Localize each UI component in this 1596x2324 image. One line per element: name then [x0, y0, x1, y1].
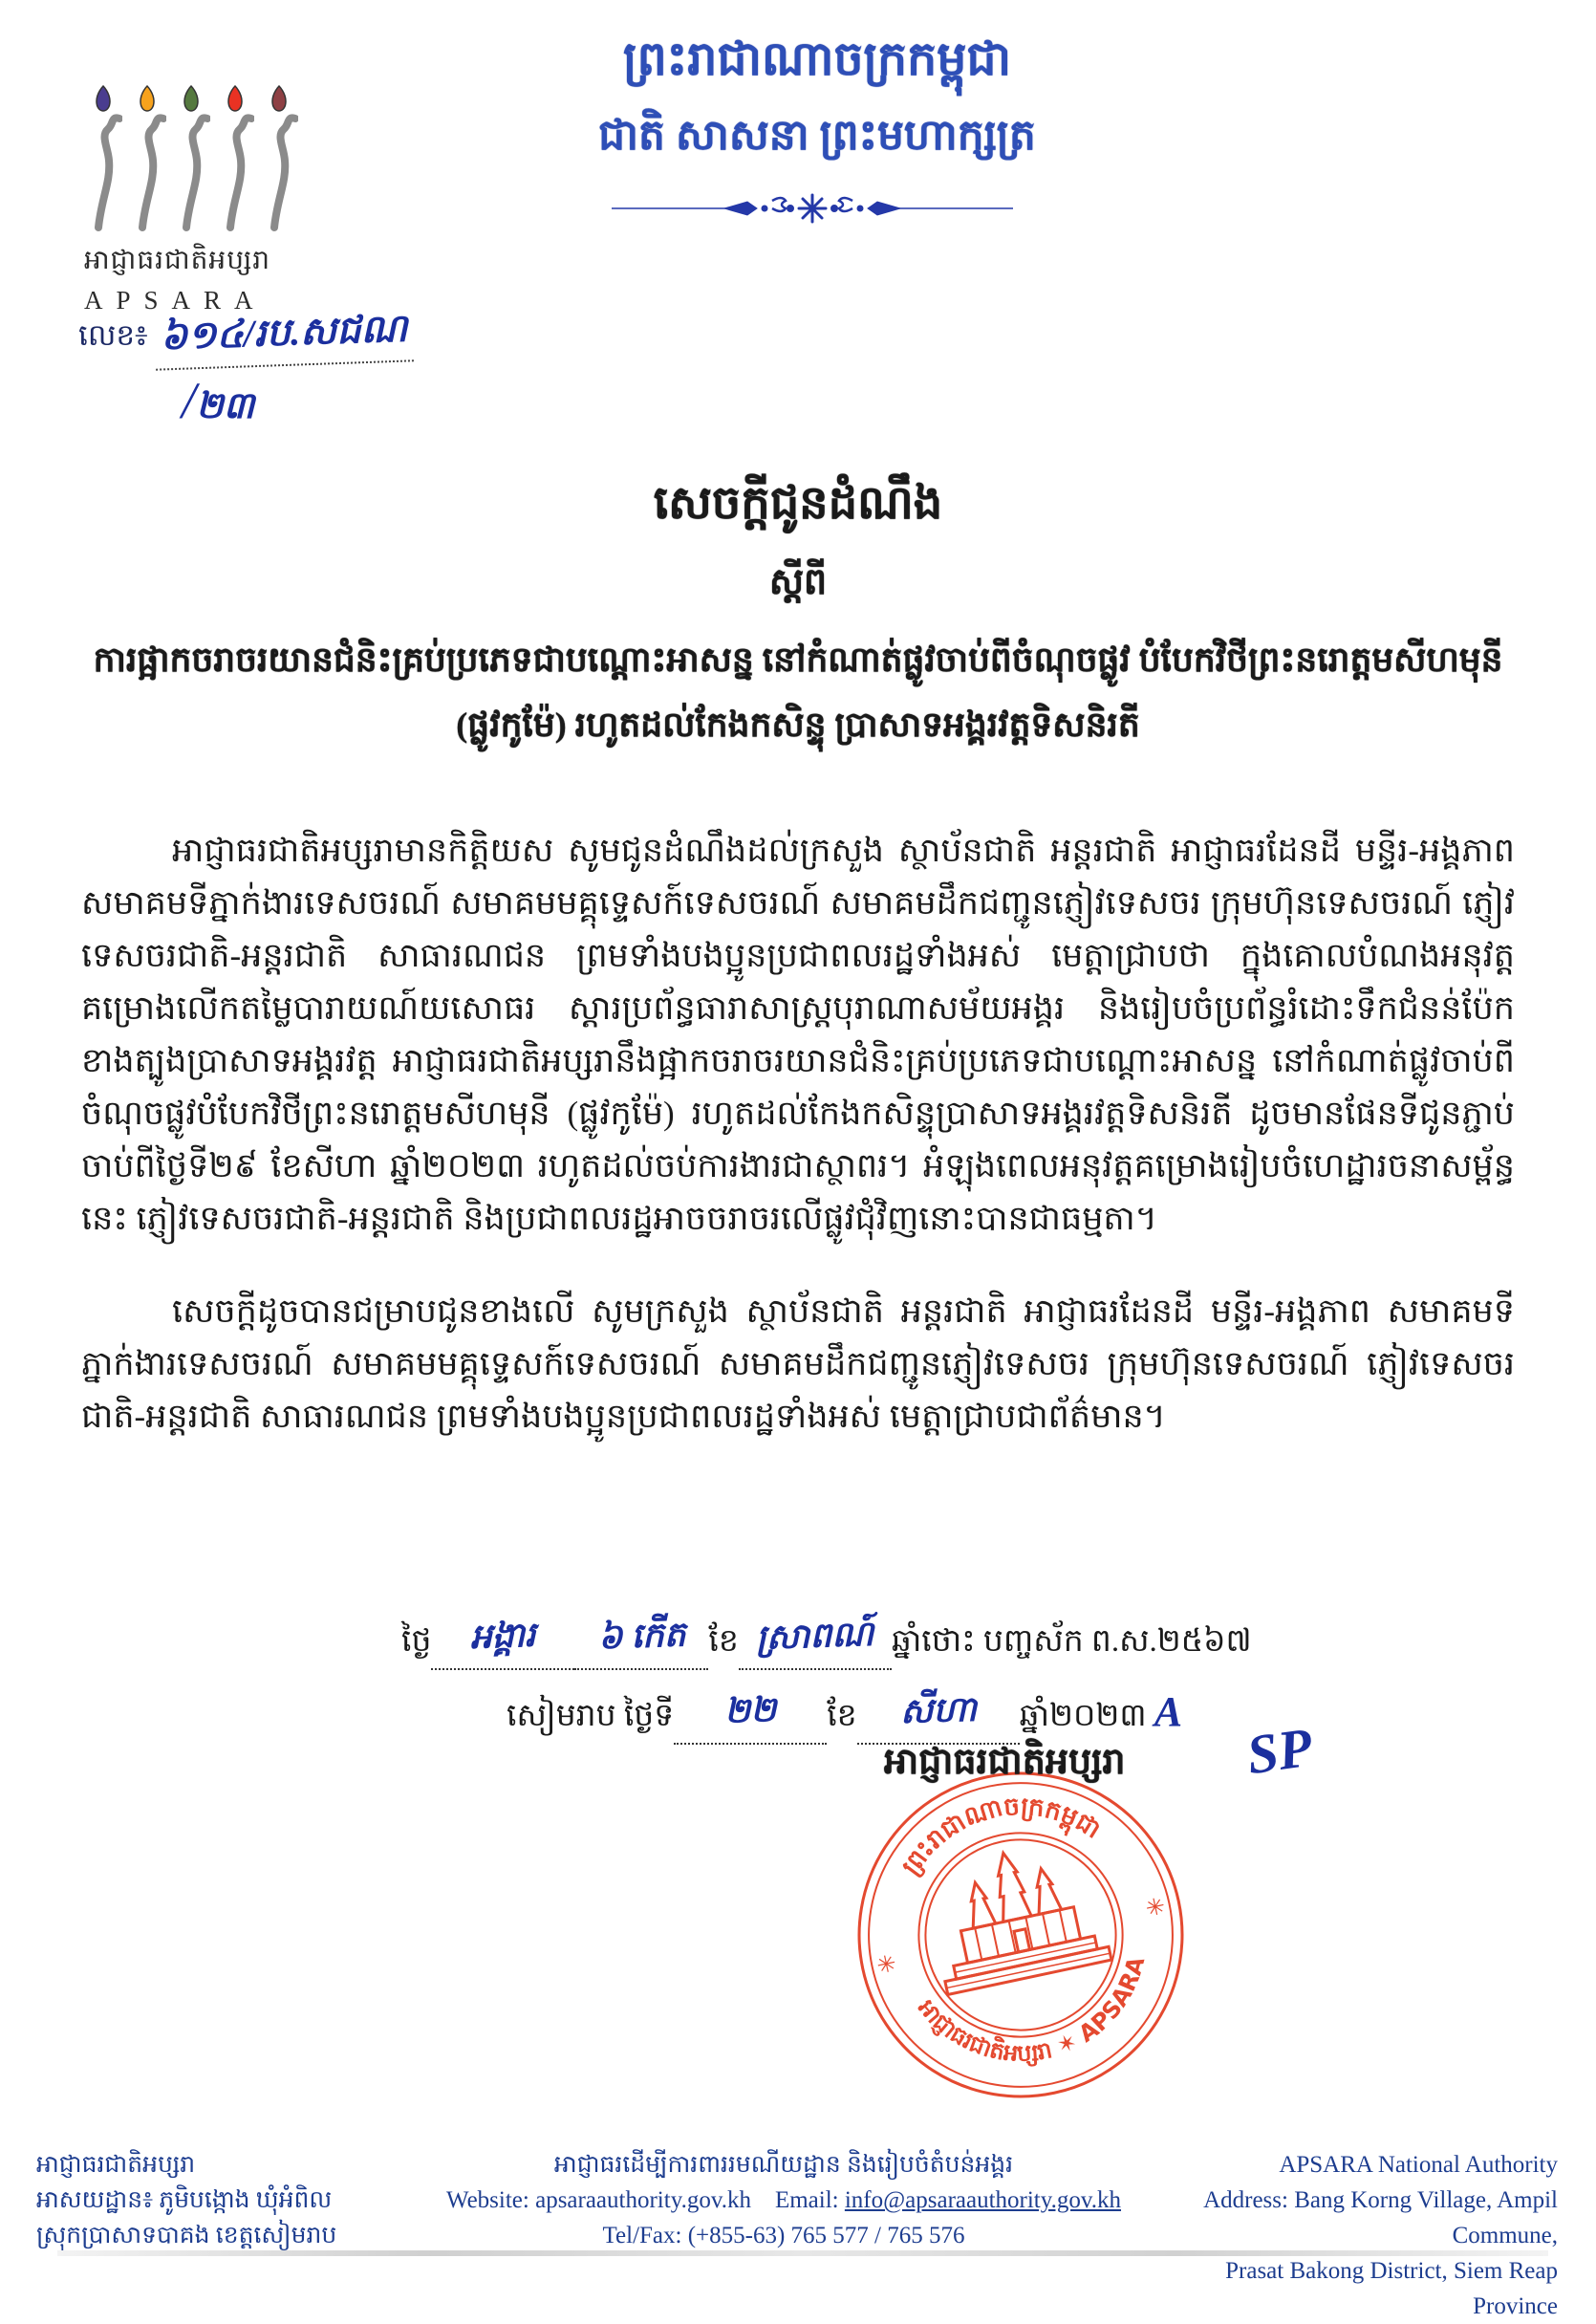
month-label-2: ខែ [827, 1699, 857, 1733]
logo-latin-name: APSARA [84, 286, 267, 315]
place-prefix: សៀមរាប ថ្ងៃទី [507, 1699, 675, 1733]
footer-right-column [1175, 2147, 1558, 2324]
footer-tagline-khmer: អាជ្ញាធរដើម្បីការពាររមណីយដ្ឋាន និងរៀបចំតំបន់អង្គរ [553, 2152, 1014, 2178]
letter-body [81, 824, 1515, 1443]
date-value-handwritten: ២២ [723, 1690, 777, 1730]
footer-web-email-line [363, 2183, 1204, 2218]
footer-org-khmer: អាជ្ញាធរជាតិអប្សរា [36, 2152, 196, 2178]
day-label: ថ្ងៃ [401, 1624, 432, 1659]
lunar-day-handwritten: ៦ កើត [596, 1615, 686, 1657]
stamp-arc-top-text: ព្រះរាជាណាចក្រកម្ពុជា [896, 1792, 1106, 1881]
angkor-wat-icon [921, 1835, 1111, 1994]
month-value-handwritten: សីហា [898, 1689, 978, 1731]
footer-address-english-1: Address: Bang Korng Village, Ampil Commune, [1203, 2187, 1558, 2248]
year-line: ឆ្នាំ២០២៣ [1019, 1699, 1147, 1733]
flame-icon [128, 84, 166, 237]
signing-authority-name: អាជ្ញាធរជាតិអប្សរា [884, 1742, 1126, 1782]
apsara-logo [84, 84, 323, 315]
footer-org-english: APSARA National Authority [1279, 2152, 1558, 2178]
gregorian-date-line [401, 1687, 1491, 1745]
footer-address-khmer-2: ស្រុកប្រាសាទបាគង ខេត្តសៀមរាប [36, 2223, 337, 2248]
signature-initials-handwritten: SP [1242, 1715, 1316, 1787]
website-url[interactable]: apsaraauthority.gov.kh [535, 2187, 751, 2213]
flame-icon [84, 84, 122, 237]
month-label: ខែ [708, 1624, 739, 1659]
national-motto: ជាតិ សាសនា ព្រះមហាក្សត្រ [598, 112, 1036, 159]
scan-edge-artifact [57, 2250, 1548, 2256]
national-header [530, 29, 1104, 170]
email-label: Email: [774, 2187, 839, 2213]
apsara-flames-icon [84, 84, 323, 237]
stamp-star-right: ✳ [1143, 1893, 1168, 1922]
reference-number-handwritten: ៦១៤/រប.សជណ [154, 303, 414, 370]
email-link[interactable]: info@apsaraauthority.gov.kh [844, 2187, 1122, 2213]
website-label: Website: [445, 2187, 529, 2213]
lunar-date-line [401, 1614, 1491, 1670]
footer-address-english-2: Prasat Bakong District, Siem Reap Province [1225, 2258, 1558, 2319]
reference-label: លេខ៖ [78, 318, 148, 352]
reference-block [78, 308, 414, 366]
kingdom-title: ព្រះរាជាណាចក្រកម្ពុជា [622, 33, 1012, 85]
annotation-mark-handwritten: A [1154, 1688, 1183, 1735]
flame-icon [260, 84, 298, 237]
lunar-year-text: ឆ្នាំថោះ បញ្ចស័ក ព.ស.២៥៦៧ [891, 1624, 1252, 1659]
stamp-arc-bottom-text: អាជ្ញាធរជាតិអប្សរា ✶ APSARA [913, 1953, 1151, 2068]
body-paragraph-2: សេចក្តីដូចបានជម្រាបជូនខាងលើ សូមក្រសួង ស្ថាប័នជាតិ អន្តរជាតិ អាជ្ញាធរដែនដី មន្ទីរ-អង្គភាព សមាគមទីភ្នាក់ងារទេសចរណ៍ សមាគមមគ្គុទ្ទេសក៍ទេសចរណ៍ សមាគមដឹកជញ្ជូនភ្ញៀវទេសចរ ក្រុមហ៊ុនទេសចរណ៍ ភ្ញៀវទេសចរជាតិ-អន្តរជាតិ សាធារណជន ព្រមទាំងបងប្អូនប្រជាពលរដ្ឋទាំងអស់ មេត្តាជ្រាបជាព័ត៌មាន។ [81, 1292, 1515, 1435]
flame-icon [216, 84, 254, 237]
document-subject: ការផ្អាកចរាចរយានជំនិះគ្រប់ប្រភេទជាបណ្ដោះអាសន្ន នៅកំណាត់ផ្លូវចាប់ពីចំណុចផ្លូវ បំបែកវិថីព្រះនរោត្តមសីហមុនី (ផ្លូវកូម៉ែ) រហូតដល់កែងកសិន្ទុ ប្រាសាទអង្គរវត្តទិសនិរតី [93, 641, 1503, 744]
document-subtitle: ស្តីពី [768, 562, 828, 602]
footer-left-column [36, 2147, 352, 2253]
ornamental-divider [612, 187, 1013, 229]
official-red-stamp [852, 1767, 1189, 2103]
flame-icon [172, 84, 210, 237]
document-title: សេចក្តីជូនដំណឹង [653, 478, 943, 529]
footer-telfax: Tel/Fax: (+855-63) 765 577 / 765 576 [602, 2223, 965, 2248]
body-paragraph-1: អាជ្ញាធរជាតិអប្សរាមានកិត្តិយស សូមជូនដំណឹងដល់ក្រសួង ស្ថាប័នជាតិ អន្តរជាតិ អាជ្ញាធរដែនដី មន្ទីរ-អង្គភាព សមាគមទីភ្នាក់ងារទេសចរណ៍ សមាគមមគ្គុទ្ទេសក៍ទេសចរណ៍ សមាគមដឹកជញ្ជូនភ្ញៀវទេសចរ ក្រុមហ៊ុនទេសចរណ៍ ភ្ញៀវទេសចរជាតិ-អន្តរជាតិ សាធារណជន ព្រមទាំងបងប្អូនប្រជាពលរដ្ឋទាំងអស់ មេត្តាជ្រាបថា ក្នុងគោលបំណងអនុវត្តគម្រោងលើកតម្លៃបារាយណ៍យសោធរ ស្តារប្រព័ន្ធធារាសាស្ត្របុរាណាសម័យអង្គរ និងរៀបចំប្រព័ន្ធរំដោះទឹកជំនន់ប៉ែកខាងត្បូងប្រាសាទអង្គរវត្ត អាជ្ញាធរជាតិអប្សរានឹងផ្អាកចរាចរយានជំនិះគ្រប់ប្រភេទជាបណ្ដោះអាសន្ន នៅកំណាត់ផ្លូវចាប់ពីចំណុចផ្លូវបំបែកវិថីព្រះនរោត្តមសីហមុនី (ផ្លូវកូម៉ែ) រហូតដល់កែងកសិន្ទុប្រាសាទអង្គរវត្តទិសនិរតី ដូចមានផែនទីជូនភ្ជាប់ ចាប់ពីថ្ងៃទី២៩ ខែសីហា ឆ្នាំ២០២៣ រហូតដល់ចប់ការងារជាស្ថាពរ។ អំឡុងពេលអនុវត្តគម្រោងរៀបចំហេដ្ឋារចនាសម្ព័ន្ធនេះ ភ្ញៀវទេសចរជាតិ-អន្តរជាតិ និងប្រជាពលរដ្ឋអាចចរាចរលើផ្លូវជុំវិញនោះបានជាធម្មតា។ [81, 832, 1515, 1237]
lunar-month-handwritten: ស្រាពណ៍ [755, 1614, 874, 1658]
stamp-star-left: ✳ [874, 1950, 899, 1980]
footer-center-column [363, 2147, 1204, 2253]
logo-khmer-name: អាជ្ញាធរជាតិអប្សរា [84, 246, 271, 275]
reference-number-line2: /២៣ [182, 372, 255, 429]
reference-slash: / [182, 372, 197, 429]
footer-address-khmer-1: អាសយដ្ឋាន៖ ភូមិបង្កោង ឃុំអំពិល [36, 2187, 333, 2213]
day-value-handwritten: អង្គារ [469, 1615, 537, 1657]
date-block [401, 1614, 1491, 1745]
title-block [0, 474, 1596, 757]
